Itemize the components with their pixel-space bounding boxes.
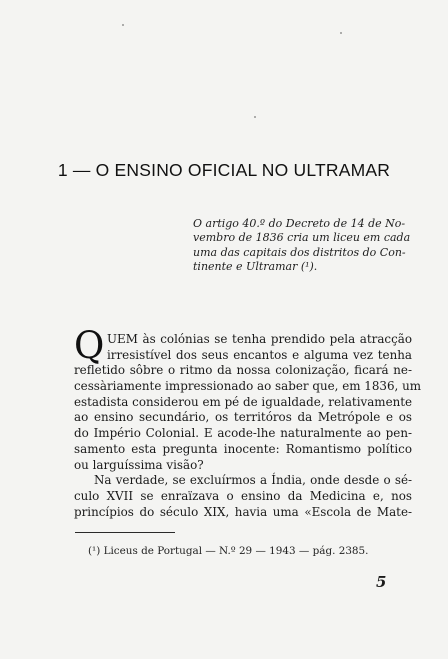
epigraph: [193, 217, 411, 275]
paper-speck: [254, 116, 256, 118]
page-number: 5: [376, 573, 387, 591]
body-line: ao ensino secundário, os territóros da Metrópole e os: [74, 410, 412, 425]
paper-speck: [122, 24, 124, 26]
footnote-divider: [75, 532, 175, 533]
body-line: ou larguíssima visão?: [74, 457, 204, 472]
body-line: culo XVII se enraïzava o ensino da Medicina e, nos: [74, 488, 412, 503]
body-line: samento esta pregunta inocente: Romantismo político: [74, 441, 412, 456]
epigraph-line: tinente e Ultramar (¹).: [193, 260, 318, 274]
body-line: estadista considerou em pé de igualdade, relativamente: [74, 394, 413, 409]
body-line: Na verdade, se excluírmos a Índia, onde desde o sé-: [94, 473, 412, 488]
body-line: irresistível dos seus encantos e alguma vez tenha: [107, 347, 412, 362]
drop-cap: Q: [74, 324, 105, 367]
body-line: princípios do século XIX, havia uma «Escola de Mate-: [74, 504, 412, 519]
footnote: (¹) Liceus de Portugal — N.º 29 — 1943 — pág. 2385.: [88, 545, 369, 557]
chapter-title: 1 — O ENSINO OFICIAL NO ULTRAMAR: [57, 160, 391, 180]
body-text: [74, 332, 422, 520]
epigraph-line: O artigo 40.º do Decreto de 14 de No-: [193, 217, 406, 230]
paper-speck: [340, 32, 342, 34]
body-line: UEM às colónias se tenha prendido pela atracção: [107, 332, 412, 346]
body-line: cessàriamente impressionado ao saber que, em 1836, um: [74, 379, 422, 394]
body-line: do Império Colonial. E acode-lhe naturalmente ao pen-: [74, 426, 412, 441]
epigraph-line: vembro de 1836 cria um liceu em cada: [193, 231, 411, 245]
epigraph-line: uma das capitais dos distritos do Con-: [193, 245, 406, 259]
body-line: refletido sôbre o ritmo da nossa colonização, ficará ne-: [74, 363, 412, 378]
